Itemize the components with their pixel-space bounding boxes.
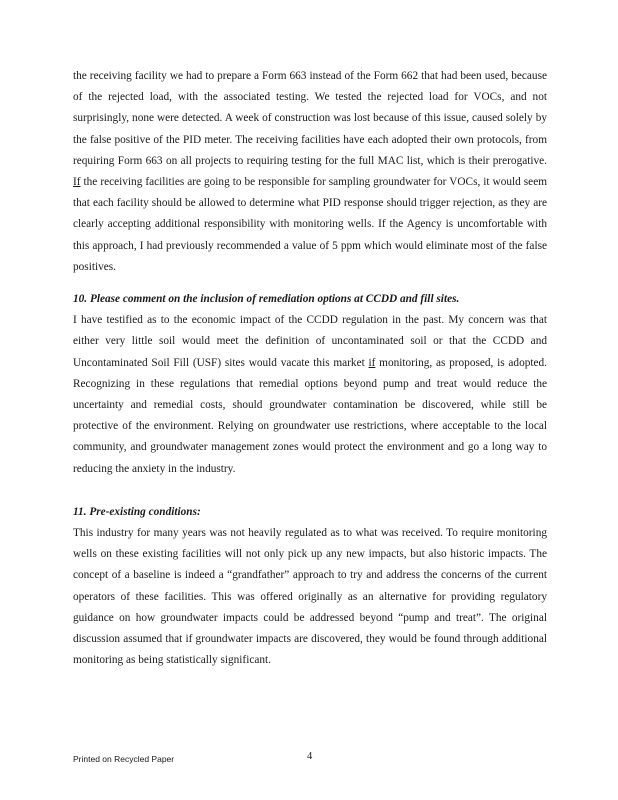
section-10-body	[73, 310, 547, 480]
paragraph-text-b: the receiving facilities are going to be responsible for sampling groundwater for VOCs, it would seem that each facility should be allowed to determine what PID response should trigger rejection, as they are clearly accepting additional responsibility with monitoring wells. If the Agency is uncomfortable with this approach, I had previously recommended a value of 5 ppm which would eliminate most of the false positives.	[73, 176, 547, 273]
page-content	[73, 66, 547, 671]
section-11-body: This industry for many years was not heavily regulated as to what was received. To require monitoring wells on these existing facilities will not only pick up any new impacts, but also historic impacts. The concept of a baseline is indeed a “grandfather” approach to try and address the concerns of the current operators of these facilities. This was offered originally as an alternative for providing regulatory guidance on how groundwater impacts could be addressed beyond “pump and treat”. The original discussion assumed that if groundwater impacts are discovered, they would be found through additional monitoring as being statistically significant.	[73, 527, 547, 667]
section-11-heading: 11. Pre-existing conditions:	[73, 505, 201, 518]
paragraph-text-a: the receiving facility we had to prepare a Form 663 instead of the Form 662 that had been used, because of the rejected load, with the associated testing. We tested the rejected load for VOCs, and not surprisingly, none were detected. A week of construction was lost because of this issue, caused solely by the false positive of the PID meter. The receiving facilities have each adopted their own protocols, from requiring Form 663 on all projects to requiring testing for the full MAC list, which is their prerogative.	[73, 70, 547, 167]
emphasis-if-lower: if	[368, 356, 376, 369]
emphasis-if: If	[73, 176, 81, 189]
footer-note: Printed on Recycled Paper	[73, 754, 175, 764]
section-10-text-b: monitoring, as proposed, is adopted. Recognizing in these regulations that remedial options beyond pump and treat would reduce the uncertainty and remedial costs, should groundwater contamination be discovered, while still be protective of the environment. Relying on groundwater use restrictions, where acceptable to the local community, and groundwater management zones would protect the environment and go a long way to reducing the anxiety in the industry.	[73, 356, 547, 475]
spacer	[73, 278, 547, 289]
page-number: 4	[307, 751, 313, 762]
paragraph-continued	[73, 66, 547, 278]
section-10-text-a: I have testified as to the economic impact of the CCDD regulation in the past. My concern was that either very little soil would meet the definition of uncontaminated soil or that the CCDD and Uncontaminated Soil Fill (USF) sites would vacate this market	[73, 314, 547, 369]
section-10-heading: 10. Please comment on the inclusion of remediation options at CCDD and fill sites.	[73, 293, 460, 306]
spacer	[73, 480, 547, 502]
